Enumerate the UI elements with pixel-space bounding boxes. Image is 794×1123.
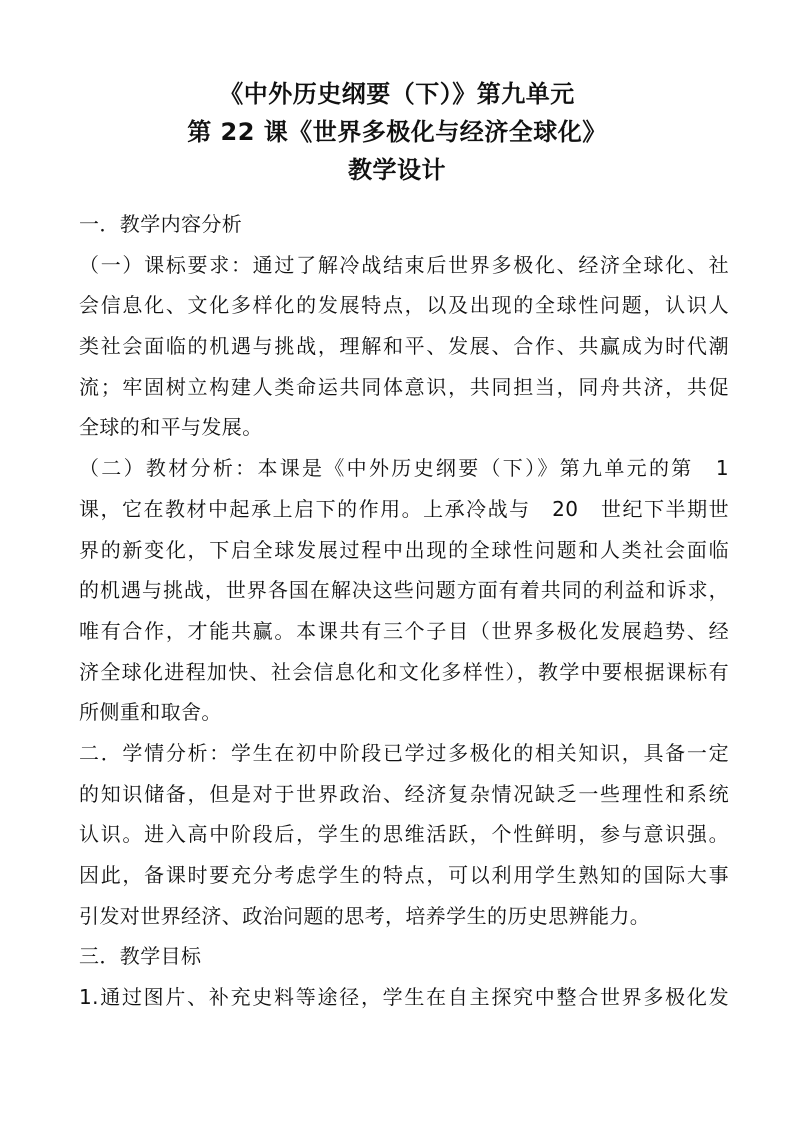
document-title (0, 76, 794, 188)
paragraph-line: （二）教材分析：本课是《中外历史纲要（下）》第九单元的第 1 (79, 456, 729, 481)
paragraph-line: 引发对世界经济、政治问题的思考，培养学生的历史思辨能力。 (79, 903, 651, 928)
paragraph-line: 流；牢固树立构建人类命运共同体意识，共同担当，同舟共济，共促 (79, 374, 729, 399)
section-heading: 三．教学目标 (79, 944, 202, 969)
paragraph-line: 济全球化进程加快、社会信息化和文化多样性），教学中要根据课标有 (79, 659, 729, 684)
paragraph-line: 所侧重和取舍。 (79, 700, 222, 725)
title-line-design: 教学设计 (348, 156, 446, 184)
title-line-lesson: 第 22 课《世界多极化与经济全球化》 (187, 118, 607, 146)
paragraph-line: 因此，备课时要充分考虑学生的特点，可以利用学生熟知的国际大事 (79, 863, 729, 887)
document-body (79, 204, 729, 1018)
paragraph-line: 全球的和平与发展。 (79, 415, 263, 440)
paragraph-line: 唯有合作，才能共赢。本课共有三个子目（世界多极化发展趋势、经 (79, 618, 729, 643)
section-heading-paragraph: 二．学情分析：学生在初中阶段已学过多极化的相关知识，具备一定 (79, 740, 729, 765)
paragraph-line: 的机遇与挑战，世界各国在解决这些问题方面有着共同的利益和诉求， (79, 578, 729, 603)
paragraph-line: 类社会面临的机遇与挑战，理解和平、发展、合作、共赢成为时代潮 (79, 334, 729, 359)
title-line-unit: 《中外历史纲要（下）》第九单元 (219, 80, 575, 108)
paragraph-line: （一）课标要求：通过了解冷战结束后世界多极化、经济全球化、社 (79, 252, 729, 277)
paragraph-line: 1.通过图片、补充史料等途径，学生在自主探究中整合世界多极化发 (79, 985, 729, 1010)
paragraph-line: 认识。进入高中阶段后，学生的思维活跃，个性鲜明，参与意识强。 (79, 822, 729, 847)
paragraph-line: 的知识储备，但是对于世界政治、经济复杂情况缺乏一些理性和系统 (79, 781, 729, 806)
paragraph-line: 会信息化、文化多样化的发展特点，以及出现的全球性问题，认识人 (79, 293, 729, 318)
section-heading: 一．教学内容分析 (79, 212, 243, 236)
paragraph-line: 界的新变化，下启全球发展过程中出现的全球性问题和人类社会面临 (79, 537, 729, 562)
paragraph-line: 课，它在教材中起承上启下的作用。上承冷战与 20 世纪下半期世 (79, 496, 729, 521)
